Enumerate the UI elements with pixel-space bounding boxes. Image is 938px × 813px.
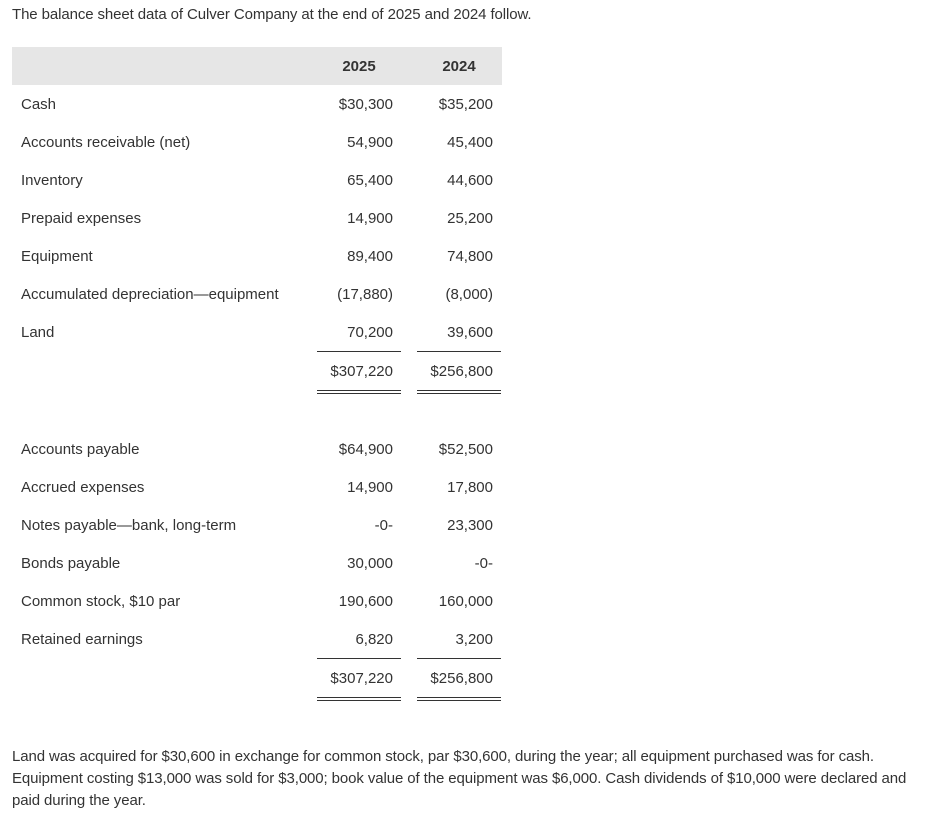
- value-2025: 30,000: [347, 555, 393, 572]
- total-2025: $307,220: [330, 363, 393, 380]
- row-label: Accounts payable: [21, 441, 140, 458]
- value-2024: 45,400: [447, 134, 493, 151]
- table-row: [0, 209, 520, 229]
- row-label: Prepaid expenses: [21, 210, 142, 227]
- value-2025: 54,900: [347, 134, 393, 151]
- row-label: Common stock, $10 par: [21, 593, 181, 610]
- value-2025: $30,300: [338, 96, 393, 113]
- footnote-text: Land was acquired for $30,600 in exchange for common stock, par $30,600, during the year; all equipment purchased was for cash. Equipment costing $13,000 was sold for $3,000; book value of the equipment was $6,000. Cash dividends of $10,000 were declared and paid during the year.: [12, 748, 907, 809]
- table-row: [0, 554, 520, 574]
- row-label: Land: [21, 324, 55, 341]
- row-label: Accumulated depreciation—equipment: [21, 286, 279, 303]
- value-2024: 17,800: [447, 479, 493, 496]
- subtotal-rule: [417, 658, 501, 659]
- value-2025: (17,880): [337, 286, 393, 303]
- double-rule: [317, 700, 401, 701]
- double-rule: [417, 390, 501, 391]
- value-2025: 190,600: [338, 593, 393, 610]
- value-2024: 25,200: [447, 210, 493, 227]
- row-label: Accounts receivable (net): [21, 134, 191, 151]
- subtotal-rule: [317, 351, 401, 352]
- table-row: [0, 171, 520, 191]
- subtotal-rule: [417, 351, 501, 352]
- value-2025: 89,400: [347, 248, 393, 265]
- value-2024: -0-: [474, 555, 493, 572]
- value-2024: 3,200: [455, 631, 493, 648]
- row-label: Accrued expenses: [21, 479, 145, 496]
- row-label: Bonds payable: [21, 555, 121, 572]
- double-rule: [417, 700, 501, 701]
- value-2025: 70,200: [347, 324, 393, 341]
- total-row: [0, 362, 520, 382]
- value-2025: 14,900: [347, 210, 393, 227]
- value-2025: -0-: [374, 517, 393, 534]
- value-2024: 23,300: [447, 517, 493, 534]
- row-label: Cash: [21, 96, 57, 113]
- value-2024: 74,800: [447, 248, 493, 265]
- double-rule: [417, 393, 501, 394]
- row-label: Notes payable—bank, long-term: [21, 517, 237, 534]
- subtotal-rule: [317, 658, 401, 659]
- value-2025: $64,900: [338, 441, 393, 458]
- column-header-2024: 2024: [442, 58, 476, 75]
- value-2024: (8,000): [445, 286, 493, 303]
- value-2024: $52,500: [438, 441, 493, 458]
- table-row: [0, 516, 520, 536]
- row-label: Equipment: [21, 248, 93, 265]
- value-2024: 44,600: [447, 172, 493, 189]
- table-row: [0, 323, 520, 343]
- column-header-2025: 2025: [342, 58, 376, 75]
- table-row: [0, 247, 520, 267]
- row-label: Inventory: [21, 172, 83, 189]
- table-row: [0, 285, 520, 305]
- intro-text: The balance sheet data of Culver Company at the end of 2025 and 2024 follow.: [12, 6, 532, 23]
- total-2024: $256,800: [430, 363, 493, 380]
- row-label: Retained earnings: [21, 631, 143, 648]
- table-row: [0, 133, 520, 153]
- total-2024: $256,800: [430, 670, 493, 687]
- value-2025: 6,820: [355, 631, 393, 648]
- total-2025: $307,220: [330, 670, 393, 687]
- value-2024: 160,000: [438, 593, 493, 610]
- value-2024: 39,600: [447, 324, 493, 341]
- value-2024: $35,200: [438, 96, 493, 113]
- double-rule: [417, 697, 501, 698]
- table-row: [0, 630, 520, 650]
- value-2025: 14,900: [347, 479, 393, 496]
- value-2025: 65,400: [347, 172, 393, 189]
- table-row: [0, 95, 520, 115]
- table-row: [0, 478, 520, 498]
- table-row: [0, 440, 520, 460]
- table-row: [0, 592, 520, 612]
- total-row: [0, 669, 520, 689]
- double-rule: [317, 393, 401, 394]
- double-rule: [317, 697, 401, 698]
- double-rule: [317, 390, 401, 391]
